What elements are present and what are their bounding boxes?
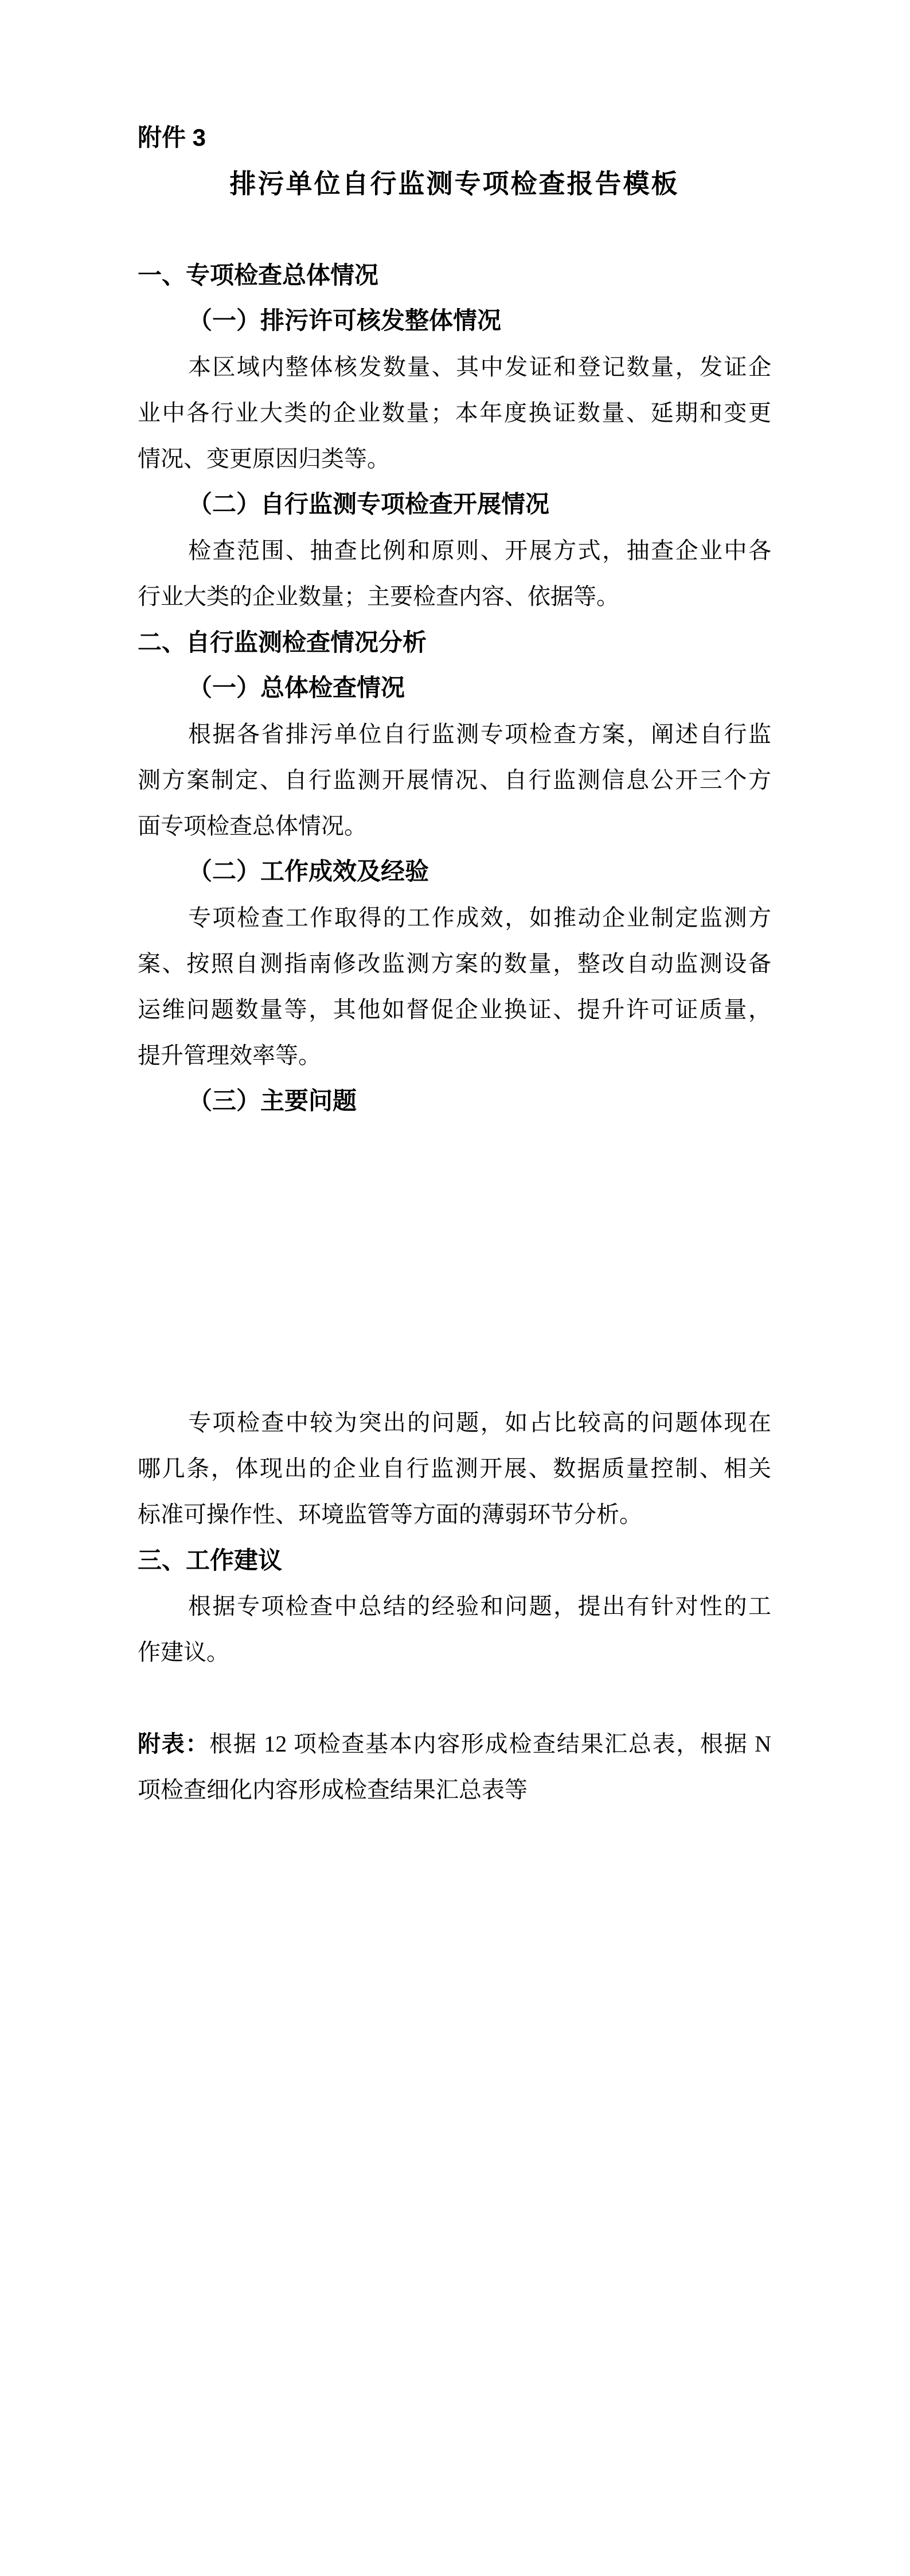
paragraph-line: 本区域内整体核发数量、其中发证和登记数量，发证企 xyxy=(188,354,771,380)
section-3-heading: 三、工作建议 xyxy=(138,1547,283,1574)
section-2-heading: 二、自行监测检查情况分析 xyxy=(138,629,427,656)
paragraph-line: 行业大类的企业数量；主要检查内容、依据等。 xyxy=(138,583,619,609)
paragraph-line: 根据各省排污单位自行监测专项检查方案，阐述自行监 xyxy=(188,721,771,747)
section-2-1-heading: （一）总体检查情况 xyxy=(188,675,405,702)
document-content xyxy=(138,0,771,1813)
paragraph-line: 根据专项检查中总结的经验和问题，提出有针对性的工 xyxy=(188,1593,771,1619)
paragraph-line: 标准可操作性、环境监管等方面的薄弱环节分析。 xyxy=(138,1501,642,1527)
section-1-heading: 一、专项检查总体情况 xyxy=(138,262,379,289)
section-1-2-heading: （二）自行监测专项检查开展情况 xyxy=(188,492,550,518)
section-1-1-heading: （一）排污许可核发整体情况 xyxy=(188,308,502,334)
paragraph-line: 作建议。 xyxy=(138,1639,229,1665)
paragraph-line: 专项检查工作取得的工作成效，如推动企业制定监测方 xyxy=(188,905,771,931)
appendix-label: 附表： xyxy=(138,1731,210,1757)
paragraph-line: 情况、变更原因归类等。 xyxy=(138,446,390,472)
attachment-label: 附件 3 xyxy=(138,124,206,151)
paragraph-line: 测方案制定、自行监测开展情况、自行监测信息公开三个方 xyxy=(138,767,771,793)
paragraph-line: 专项检查中较为突出的问题，如占比较高的问题体现在 xyxy=(188,1410,771,1435)
paragraph-line: 检查范围、抽查比例和原则、开展方式，抽查企业中各 xyxy=(188,538,771,563)
paragraph-line: 提升管理效率等。 xyxy=(138,1042,321,1068)
paragraph-line: 哪几条，体现出的企业自行监测开展、数据质量控制、相关 xyxy=(138,1456,771,1481)
appendix-line xyxy=(138,1721,771,1767)
paragraph-line: 业中各行业大类的企业数量；本年度换证数量、延期和变更 xyxy=(138,400,771,426)
section-2-2-heading: （二）工作成效及经验 xyxy=(188,859,429,885)
appendix-text: 根据 12 项检查基本内容形成检查结果汇总表，根据 N xyxy=(209,1731,771,1757)
appendix-line: 项检查细化内容形成检查结果汇总表等 xyxy=(138,1777,528,1803)
paragraph-line: 面专项检查总体情况。 xyxy=(138,813,367,839)
document-title: 排污单位自行监测专项检查报告模板 xyxy=(229,169,679,199)
paragraph-line: 运维问题数量等，其他如督促企业换证、提升许可证质量， xyxy=(138,997,771,1022)
paragraph-line: 案、按照自测指南修改监测方案的数量，整改自动监测设备 xyxy=(138,951,771,976)
section-2-3-heading: （三）主要问题 xyxy=(188,1088,357,1115)
